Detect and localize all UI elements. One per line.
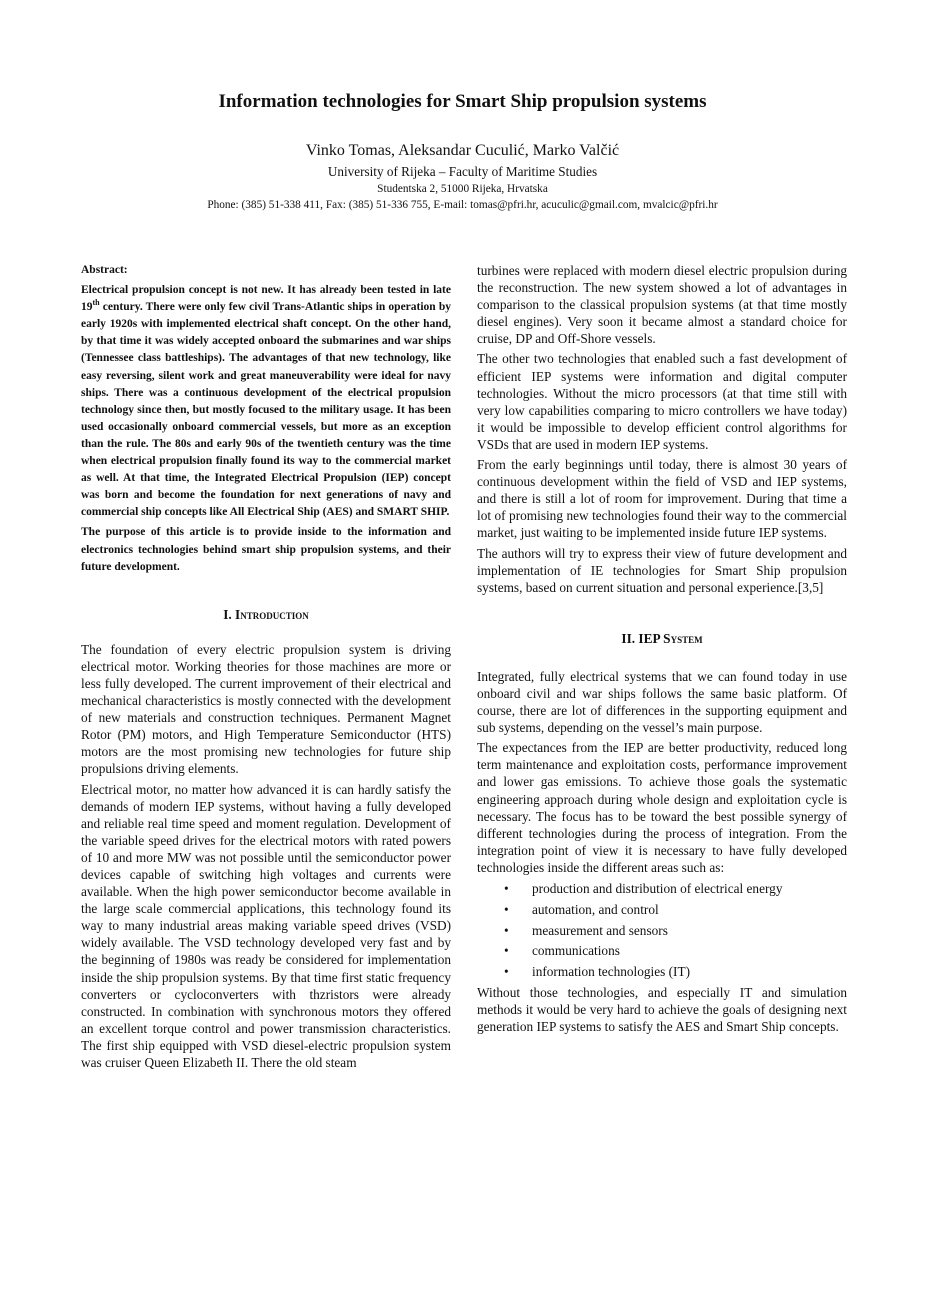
section-heading-iep-system: II. IEP System xyxy=(621,630,703,646)
bullet-icon: • xyxy=(504,964,509,980)
body-paragraph: The authors will try to express their view of future development and implementation of IE technologies for Smart Ship propulsion systems, based on current situation and personal experience.[3,5] xyxy=(477,545,847,595)
paper-title: Information technologies for Smart Ship propulsion systems xyxy=(218,91,707,112)
contact-info: Phone: (385) 51-338 411, Fax: (385) 51-336 755, E-mail: tomas@pfri.hr, acuculic@gmail.com, mvalcic@pfri.hr xyxy=(207,199,718,211)
body-paragraph: turbines were replaced with modern diesel electric propulsion during the reconstruction. The new system showed a lot of advantages in comparison to the classical propulsion systems (at that time mostly diesel engines). Very soon it became almost a standard choice for cruise, DP and Off-Shore vessels. xyxy=(477,263,847,347)
bullet-icon: • xyxy=(504,922,509,938)
body-paragraph: Integrated, fully electrical systems that we can found today in use onboard civil and war ships follows the same basic platform. Of course, there are lot of differences in the supporting equipment and sub systems, depending on the vessel’s main purpose. xyxy=(477,668,847,736)
body-paragraph: From the early beginnings until today, there is almost 30 years of continuous development within the field of VSD and IEP systems, and there is still a lot of room for improvement. During that time a lot of promising new technologies found their way to the commercial market, just waiting to be implemented inside future IEP systems. xyxy=(477,457,847,541)
body-paragraph: Electrical motor, no matter how advanced it is can hardly satisfy the demands of modern IEP systems, without having a fully developed and reliable real time speed and moment regulation. Development of the variable speed drives for the electrical motors with rated powers of 10 and more MW was not possible until the semiconductor power devices capable of switching high voltages and currents were available. When the high power semiconductor become available in the large scale commercial applications, this technology found its way to many industrial areas making variable speed drives (VSD) widely available. The VSD technology developed very fast and by the beginning of 1980s was ready be considered for implementation inside the ship propulsion systems. By that time first static frequency converters or cycloconverters with thzristors were already constructed. In combination with synchronous motors they offered an excellent torque control and power transmission characteristics. The first ship equipped with VSD diesel-electric propulsion system was cruiser Queen Elizabeth II. There the old steam xyxy=(81,781,451,1071)
list-item-text: communications xyxy=(532,943,620,959)
list-item-text: information technologies (IT) xyxy=(532,964,691,980)
bullet-icon: • xyxy=(504,881,509,896)
abstract-text: Electrical propulsion concept is not new. It has already been tested in late 19 xyxy=(81,284,451,314)
body-paragraph: The other two technologies that enabled such a fast development of efficient IEP systems were information and digital computer technologies. Without the micro processors (at that time still with very low capabilities comparing to micro controllers we have today) it would be impossible to develop efficient control algorithms for VSDs that are used in modern IEP systems. xyxy=(477,351,847,452)
body-paragraph: The expectances from the IEP are better productivity, reduced long term maintenance and exploitation costs, performance improvement and lower gas emissions. To achieve those goals the systematic engineering approach during whole design and exploitation cycle is necessary. The focus has to be toward the best possible synergy of different technologies during the process of integration. From the integration point of view it is necessary to have fully developed technologies inside the different areas such as: xyxy=(477,740,847,875)
list-item xyxy=(477,900,847,921)
left-column xyxy=(81,262,451,1074)
abstract-paragraph-2: The purpose of this article is to provide inside to the information and electronics technologies behind smart ship propulsion systems, and their future development. xyxy=(81,526,451,573)
abstract-label: Abstract: xyxy=(81,264,128,276)
list-item-text: measurement and sensors xyxy=(532,922,668,938)
bullet-list xyxy=(477,879,847,983)
abstract xyxy=(81,262,451,576)
affiliation: University of Rijeka – Faculty of Maritime Studies xyxy=(327,164,598,179)
list-item xyxy=(477,941,847,962)
list-item-text: production and distribution of electrical energy xyxy=(532,881,783,896)
bullet-icon: • xyxy=(504,943,509,959)
author-list: Vinko Tomas, Aleksandar Cuculić, Marko Valčić xyxy=(305,142,620,159)
abstract-text: century. There were only few civil Trans-Atlantic ships in operation by early 1920s with implemented electrical shaft concept. On the other hand, by that time it was widely accepted onboard the submarines and war ships (Tennessee class battleships). The advantages of that new technology, like easy reversing, silent work and great maneuverability were ideal for navy ships. There was a continuous development of the electrical propulsion technology since then, but mostly focused to the military usage. It has been used occasionally onboard commercial vessels, but more as an exception than the rule. The 80s and early 90s of the twentieth century was the time when electrical propulsion finally found its way to the commercial market as well. At that time, the Integrated Electrical Propulsion (IEP) concept was born and become the foundation for next generations of navy and commercial ship concepts like All Electrical Ship (AES) and SMART SHIP. xyxy=(81,301,451,519)
list-item-text: automation, and control xyxy=(532,901,659,917)
list-item xyxy=(477,921,847,942)
bullet-icon: • xyxy=(504,901,509,917)
right-column xyxy=(477,262,847,1038)
abstract-paragraph-1 xyxy=(81,282,451,521)
postal-address: Studentska 2, 51000 Rijeka, Hrvatska xyxy=(377,183,548,195)
list-item xyxy=(477,962,847,983)
body-paragraph: Without those technologies, and especially IT and simulation methods it would be very hard to achieve the goals of designing next generation IEP systems to satisfy the AES and Smart Ship concepts. xyxy=(477,984,847,1035)
section-heading-introduction: I. Introduction xyxy=(223,606,309,622)
list-item xyxy=(477,879,847,900)
body-paragraph: The foundation of every electric propulsion system is driving electrical motor. Working theories for those machines are more or less fully developed. The current improvement of their electrical and mechanical characteristics is mostly connected with the development of new materials and construction techniques. Permanent Magnet Rotor (PM) motors, and High Temperature Semiconductor (HTS) motors are the most promising new technologies for future ship propulsions driving elements. xyxy=(81,641,451,777)
superscript: th xyxy=(92,298,100,308)
